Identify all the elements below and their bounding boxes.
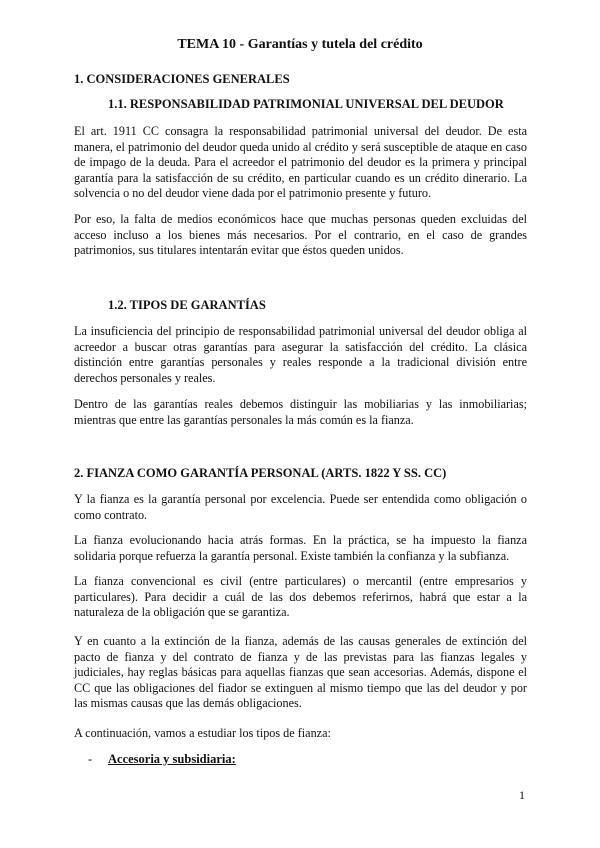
list-item <box>88 752 236 767</box>
subsection-heading-1-1: 1.1. RESPONSABILIDAD PATRIMONIAL UNIVERSAL DEL DEUDOR <box>108 97 504 111</box>
paragraph-3: La insuficiencia del principio de responsabilidad patrimonial universal del deudor obliga al acreedor a buscar otras garantías para asegurar la satisfacción del crédito. La clásica distinción entre garantías personales y reales responde a la tradicional división entre derechos personales y reales. <box>74 324 527 385</box>
section-heading-2: 2. FIANZA COMO GARANTÍA PERSONAL (ARTS. 1822 Y SS. CC) <box>74 466 447 480</box>
paragraph-9: A continuación, vamos a estudiar los tipos de fianza: <box>74 726 331 740</box>
paragraph-4: Dentro de las garantías reales debemos distinguir las mobiliarias y las inmobiliarias; mientras que entre las garantías personales la más común es la fianza. <box>74 397 527 427</box>
paragraph-7: La fianza convencional es civil (entre particulares) o mercantil (entre empresarios y particulares). Para decidir a cuál de las dos debemos referirnos, habrá que estar a la naturaleza de la obligación que se garantiza. <box>74 574 527 619</box>
document-title: TEMA 10 - Garantías y tutela del crédito <box>177 37 423 52</box>
bullet-label: Accesoria y subsidiaria: <box>108 752 236 766</box>
subsection-heading-1-2: 1.2. TIPOS DE GARANTÍAS <box>108 298 266 312</box>
section-heading-1: 1. CONSIDERACIONES GENERALES <box>74 72 290 86</box>
paragraph-2: Por eso, la falta de medios económicos hace que muchas personas queden excluidas del acceso incluso a los bienes más necesarios. Por el contrario, en el caso de grandes patrimonios, sus titulares intentarán evitar que éstos queden unidos. <box>74 212 527 257</box>
paragraph-8: Y en cuanto a la extinción de la fianza, además de las causas generales de extinción del pacto de fianza y del contrato de fianza y de las previstas para las fianzas legales y judiciales, hay reglas básicas para aquellas fianzas que sean accesorias. Además, dispone el CC que las obligaciones del fiador se extinguen al mismo tiempo que las del deudor y por las mismas causas que las demás obligaciones. <box>74 634 527 710</box>
page-number: 1 <box>519 788 525 802</box>
paragraph-6: La fianza evolucionando hacia atrás formas. En la práctica, se ha impuesto la fianza solidaria porque refuerza la garantía personal. Existe también la confianza y la subfianza. <box>74 533 527 563</box>
bullet-dash: - <box>88 752 93 766</box>
paragraph-1: El art. 1911 CC consagra la responsabilidad patrimonial universal del deudor. De esta manera, el patrimonio del deudor queda unido al crédito y será susceptible de ataque en caso de impago de la deuda. Para el acreedor el patrimonio del deudor es la primera y principal garantía para la satisfacción de su crédito, en particular cuando es un crédito dinerario. La solvencia o no del deudor viene dada por el patrimonio presente y futuro. <box>74 124 527 200</box>
paragraph-5: Y la fianza es la garantía personal por excelencia. Puede ser entendida como obligación o como contrato. <box>74 492 527 522</box>
